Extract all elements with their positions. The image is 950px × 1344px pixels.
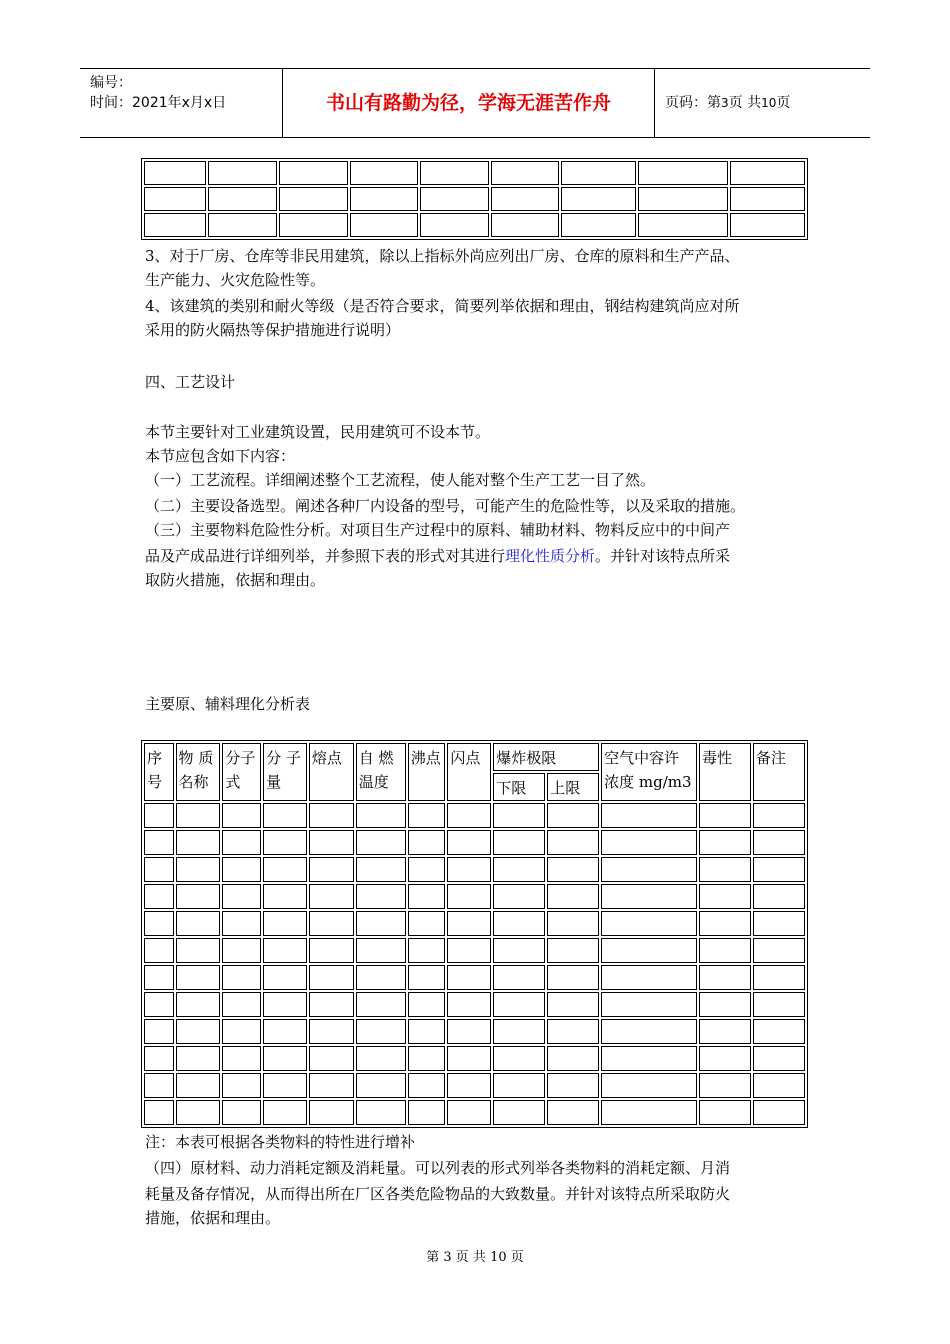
table-row — [144, 1073, 805, 1098]
table-row — [144, 884, 805, 909]
item-3-line-1: （三）主要物料危险性分析。对项目生产过程中的原料、辅助材料、物料反应中的中间产 — [145, 521, 731, 539]
table-row — [144, 1046, 805, 1071]
item-3-line-3: 取防火措施，依据和理由。 — [145, 571, 326, 589]
header-page-suffix: 页 — [776, 95, 791, 111]
item-1: （一）工艺流程。详细阐述整个工艺流程，使人能对整个生产工艺一目了然。 — [145, 471, 656, 489]
table-row — [144, 938, 805, 963]
intro-line-1: 本节主要针对工业建筑设置，民用建筑可不设本节。 — [145, 423, 491, 441]
header-page-prefix: 页码：第 — [665, 95, 721, 111]
item-4-line-1: （四）原材料、动力消耗定额及消耗量。可以列表的形式列举各类物料的消耗定额、月消 — [145, 1159, 731, 1177]
table-row — [144, 1100, 805, 1125]
item-4-line-3: 措施，依据和理由。 — [145, 1209, 281, 1227]
page-footer — [0, 1246, 950, 1265]
item-3-line-2-end: 。并针对该特点所采 — [595, 547, 731, 565]
header-explosion-limits: 爆炸极限 — [493, 743, 599, 771]
header-page-mid: 页 共 — [728, 95, 762, 111]
header-substance-name: 物 质 名称 — [176, 743, 221, 801]
header-page-total: 10 — [761, 96, 777, 110]
table-row — [144, 161, 805, 185]
header-remarks: 备注 — [753, 743, 805, 801]
table-row — [144, 213, 805, 237]
header-molecular-weight: 分 子 量 — [263, 743, 307, 801]
header-lower-limit: 下限 — [493, 773, 545, 801]
paragraph-3-line-1: 3、对于厂房、仓库等非民用建筑，除以上指标外尚应列出厂房、仓库的原料和生产产品、 — [145, 247, 740, 265]
table-row — [144, 187, 805, 211]
table-note: 注：本表可根据各类物料的特性进行增补 — [145, 1133, 416, 1151]
table-header-row — [144, 743, 805, 771]
doc-number-label: 编号： — [90, 75, 132, 91]
header-air-allowable: 空气中容许 浓度 mg/m3 — [601, 743, 697, 801]
header-meta — [80, 69, 283, 137]
table-row — [144, 1019, 805, 1044]
doc-date-label: 时间：2021年x月x日 — [90, 95, 227, 111]
table-row — [144, 830, 805, 855]
item-3-line-2-start: 品及产成品进行详细列举，并参照下表的形式对其进行 — [145, 547, 506, 565]
table-row — [144, 911, 805, 936]
footer-current-page: 3 — [443, 1250, 452, 1265]
table-row — [144, 803, 805, 828]
footer-mid: 页 共 — [455, 1250, 486, 1265]
item-2: （二）主要设备选型。阐述各种厂内设备的型号，可能产生的危险性等，以及采取的措施。 — [145, 497, 746, 515]
table-row — [144, 965, 805, 990]
table-row — [144, 857, 805, 882]
header-boiling-point: 沸点 — [408, 743, 446, 801]
table-title: 主要原、辅料理化分析表 — [145, 695, 311, 713]
header-page-current: 3 — [721, 96, 729, 110]
header-melting-point: 熔点 — [309, 743, 354, 801]
item-3-line-2 — [145, 544, 730, 568]
material-analysis-table — [141, 740, 808, 1128]
header-motto: 书山有路勤为径，学海无涯苦作舟 — [283, 69, 655, 137]
intro-line-2: 本节应包含如下内容： — [145, 447, 296, 465]
physicochemical-analysis-link[interactable]: 理化性质分析 — [505, 547, 596, 565]
header-page-info — [655, 69, 870, 137]
footer-suffix: 页 — [510, 1250, 524, 1265]
top-empty-table — [141, 158, 808, 240]
footer-prefix: 第 — [426, 1250, 440, 1265]
item-4-line-2: 耗量及备存情况，从而得出所在厂区各类危险物品的大致数量。并针对该特点所采取防火 — [145, 1185, 731, 1203]
paragraph-4-line-1: 4、该建筑的类别和耐火等级（是否符合要求，简要列举依据和理由，钢结构建筑尚应对所 — [145, 297, 740, 315]
header-seq: 序 号 — [144, 743, 174, 801]
footer-total-pages: 10 — [490, 1250, 507, 1265]
paragraph-4-line-2: 采用的防火隔热等保护措施进行说明） — [145, 321, 401, 339]
header-formula: 分子 式 — [222, 743, 261, 801]
header-toxicity: 毒性 — [699, 743, 751, 801]
table-row — [144, 992, 805, 1017]
header-flash-point: 闪点 — [447, 743, 491, 801]
header-upper-limit: 上限 — [547, 773, 599, 801]
page-header — [80, 68, 870, 138]
paragraph-3-line-2: 生产能力、火灾危险性等。 — [145, 271, 326, 289]
section-4-title: 四、工艺设计 — [145, 373, 236, 391]
header-autoignition: 自 燃 温度 — [356, 743, 406, 801]
